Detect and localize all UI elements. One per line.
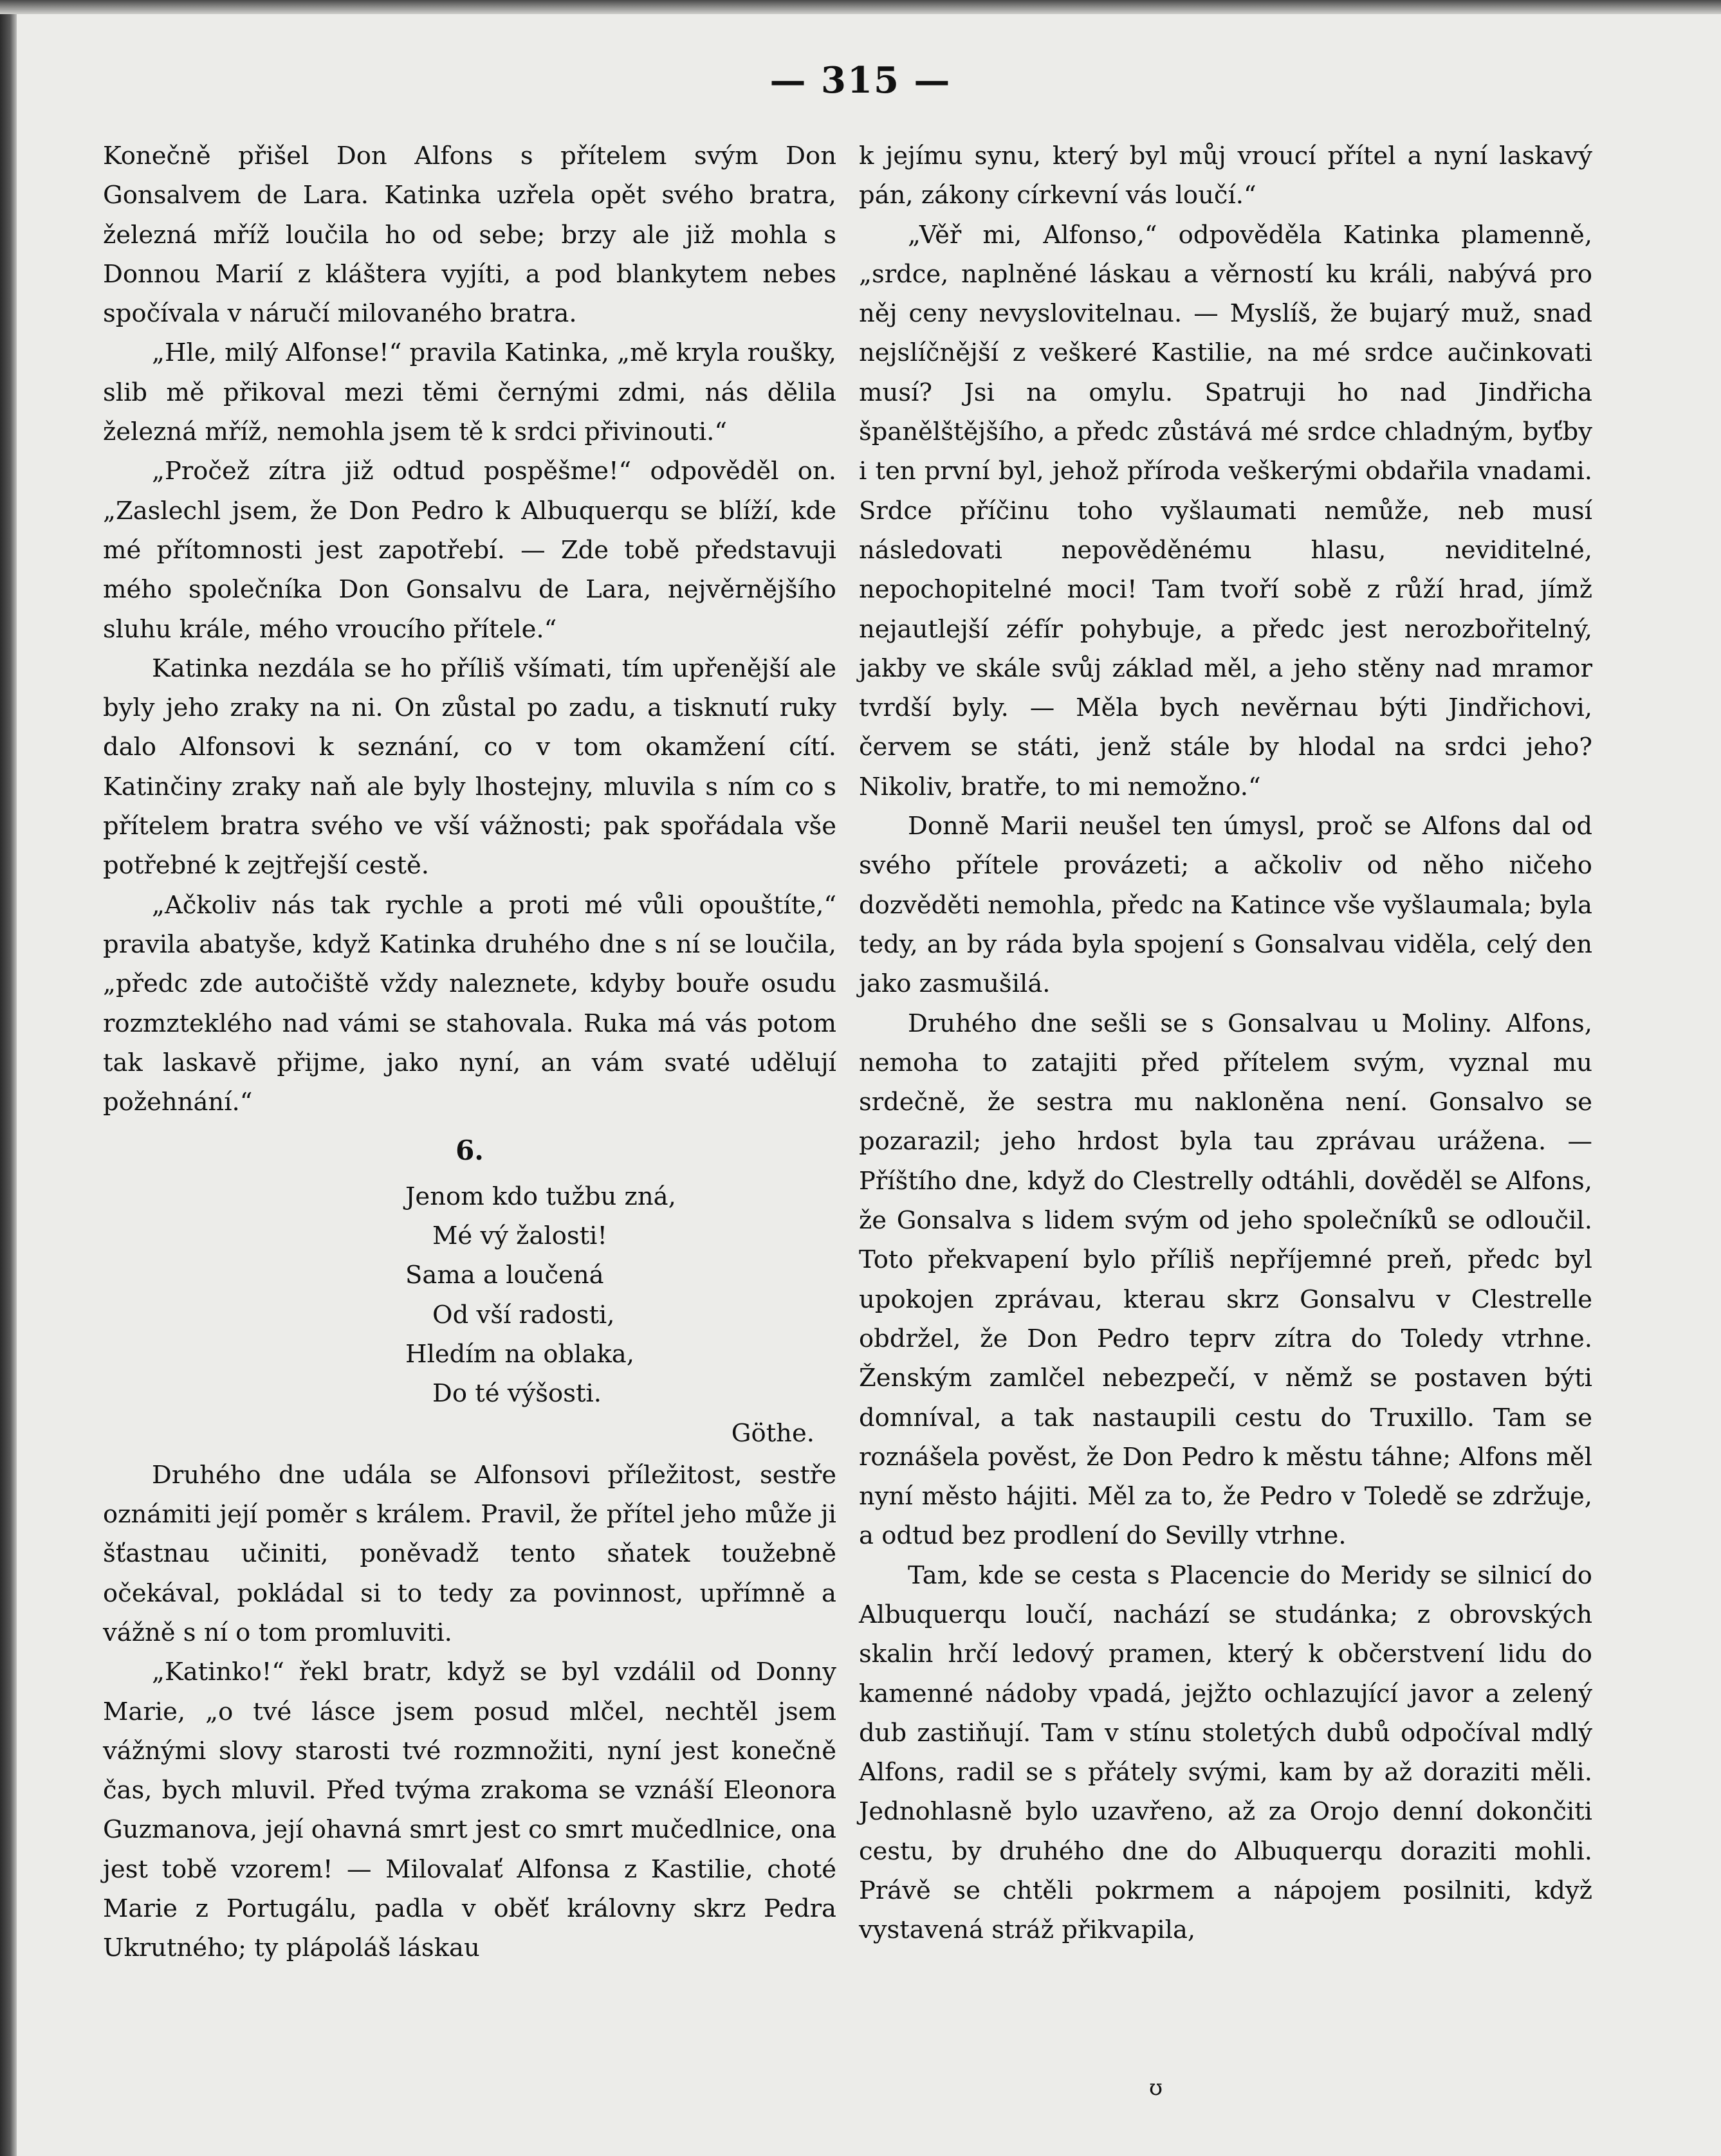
poem-line: Sama a loučená — [405, 1261, 604, 1290]
paragraph: „Katinko!“ řekl bratr, když se byl vzdálil od Donny Marie, „o tvé lásce jsem posud mlčel, nechtěl jsem vážnými slovy starosti tvé rozmnožiti, nyní jest konečně čas, bych mluvil. Před tvýma zrakoma se vznáší Eleonora Guzmanova, její ohavná smrt jest co smrt mučedlnice, ona jest tobě vzorem! — Milovalať Alfonsa z Kastilie, choté Marie z Portugálu, padla v oběť královny skrz Pedra Ukrutného; ty plápoláš láskau — [103, 1658, 836, 1963]
poem-author: Göthe. — [731, 1418, 814, 1448]
paragraph: „Hle, milý Alfonse!“ pravila Katinka, „mě kryla roušky, slib mě přikoval mezi těmi černými zdmi, nás dělila železná mříž, nemohla jsem tě k srdci přivinouti.“ — [103, 338, 836, 447]
page-number: — 315 — — [769, 59, 952, 102]
paragraph: Druhého dne udála se Alfonsovi příležitost, sestře oznámiti její poměr s králem. Pravil, že přítel jeho může ji šťastnau učiniti, poněvadž tento sňatek toužebně očekával, pokládal si to tedy za povinnost, upřímně a vážně s ní o tom promluviti. — [103, 1460, 836, 1647]
paragraph: „Věř mi, Alfonso,“ odpověděla Katinka plamenně, „srdce, naplněné láskau a věrností ku králi, nabývá pro něj ceny nevyslovitelnau. — Myslíš, že bujarý muž, snad nejslíčnější z veškeré Kastilie, na mé srdce aučinkovati musí? Jsi na omylu. Spatruji ho nad Jindřicha španělštějšího, a předc zůstává mé srdce chladným, byťby i ten první byl, jehož příroda veškerými obdařila vnadami. Srdce příčinu toho vyšlaumati nemůže, neb musí následovati nepověděnému hlasu, neviditelné, nepochopitelné moci! Tam tvoří sobě z růží hrad, jímž nejautlejší zéfír pohybuje, a předc jest nerozbořitelný, jakby ve skále svůj základ měl, a jeho stěny nad mramor tvrdší byly. — Měla bych nevěrnau býti Jindřichovi, červem se státi, jenž stále by hlodal na srdci jeho? Nikoliv, bratře, to mi nemožno.“ — [859, 220, 1592, 801]
scan-top-edge-shadow — [0, 0, 1721, 14]
right-column — [859, 136, 1592, 1950]
left-column — [103, 136, 836, 1968]
poem-line: Do té výšosti. — [432, 1379, 602, 1409]
poem-line: Mé vý žalosti! — [432, 1221, 607, 1251]
paragraph: k jejímu synu, který byl můj vroucí přítel a nyní laskavý pán, zákony církevní vás loučí.“ — [859, 142, 1592, 210]
scan-left-edge-shadow — [0, 0, 17, 2156]
paragraph: Tam, kde se cesta s Placencie do Meridy se silnicí do Albuquerqu loučí, nachází se studánka; z obrovských skalin hrčí ledový pramen, který k občerstvení lidu do kamenné nádoby vpadá, jejžto ochlazující javor a zelený dub zastiňují. Tam v stínu stoletých dubů odpočíval mdlý Alfons, radil se s přátely svými, kam by až doraziti měli. Jednohlasně bylo uzavřeno, až za Orojo denní dokončiti cestu, by druhého dne do Albuquerqu doraziti mohli. Právě se chtěli pokrmem a nápojem posilniti, když vystavená stráž přikvapila, — [859, 1560, 1592, 1945]
poem-line: Jenom kdo tužbu zná, — [405, 1182, 676, 1211]
section-number: 6. — [456, 1135, 484, 1167]
paragraph: Donně Marii neušel ten úmysl, proč se Alfons dal od svého přítele provázeti; a ačkoliv od něho ničeho dozvěděti nemohla, předc na Katince vše vyšlaumala; byla tedy, an by ráda byla spojení s Gonsalvau viděla, celý den jako zasmušilá. — [859, 812, 1592, 999]
poem-epigraph — [405, 1177, 836, 1453]
paragraph: „Pročež zítra již odtud pospěšme!“ odpověděl on. „Zaslechl jsem, že Don Pedro k Albuquerqu se blíží, kde mé přítomnosti jest zapotřebí. — Zde tobě představuji mého společníka Don Gonsalvu de Lara, nejvěrnějšího sluhu krále, mého vroucího přítele.“ — [103, 457, 836, 644]
printer-signature-mark: ʊ — [1149, 2075, 1163, 2101]
poem-line: Hledím na oblaka, — [405, 1339, 634, 1369]
paragraph: „Ačkoliv nás tak rychle a proti mé vůli opouštíte,“ pravila abatyše, když Katinka druhého dne s ní se loučila, „předc zde autočiště vždy naleznete, kdyby bouře osudu rozmzteklého nad vámi se stahovala. Ruka má vás potom tak laskavě přijme, jako nyní, an vám svaté udělují požehnání.“ — [103, 890, 836, 1117]
poem-line: Od vší radosti, — [432, 1300, 615, 1329]
paragraph: Konečně přišel Don Alfons s přítelem svým Don Gonsalvem de Lara. Katinka uzřela opět svého bratra, železná mříž loučila ho od sebe; brzy ale již mohla s Donnou Marií z kláštera vyjíti, a pod blankytem nebes spočívala v náručí milovaného bratra. — [103, 142, 836, 329]
paragraph: Katinka nezdála se ho příliš všímati, tím upřenější ale byly jeho zraky na ni. On zůstal po zadu, a tisknutí ruky dalo Alfonsovi k seznání, co v tom okamžení cítí. Katinčiny zraky naň ale byly lhostejny, mluvila s ním co s přítelem bratra svého ve vší vážnosti; pak spořádala vše potřebné k zejtřejší cestě. — [103, 653, 836, 881]
paragraph: Druhého dne sešli se s Gonsalvau u Moliny. Alfons, nemoha to zatajiti před přítelem svým, vyznal mu srdečně, že sestra mu nakloněna není. Gonsalvo se pozarazil; jeho hrdost byla tau zprávau urážena. — Příštího dne, když do Clestrelly odtáhli, dověděl se Alfons, že Gonsalva s lidem svým od jeho společníků se odloučil. Toto překvapení bylo příliš nepříjemné preň, předc byl upokojen zprávau, kterau skrz Gonsalvu v Clestrelle obdržel, že Don Pedro teprv zítra do Toledy vtrhne. Ženským zamlčel nebezpečí, v němž se postaven býti domníval, a tak nastaupili cestu do Truxillo. Tam se roznášela pověst, že Don Pedro k městu táhne; Alfons měl nyní město hájiti. Měl za to, že Pedro v Toledě se zdržuje, a odtud bez prodlení do Sevilly vtrhne. — [859, 1009, 1592, 1551]
